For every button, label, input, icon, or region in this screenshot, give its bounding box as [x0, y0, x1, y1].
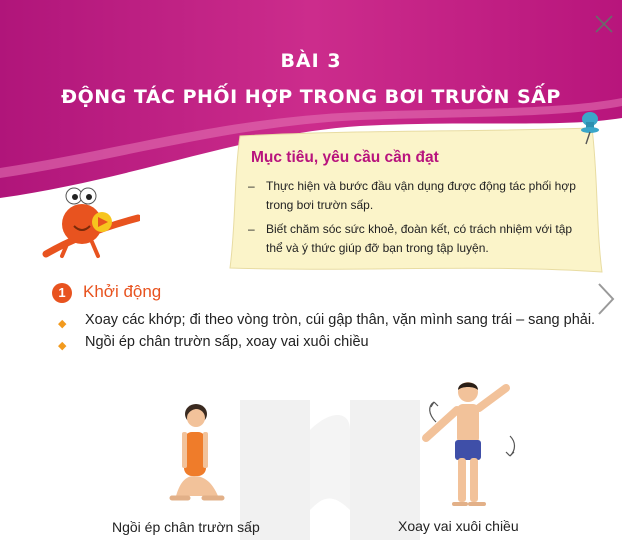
warmup-text: Ngồi ép chân trườn sấp, xoay vai xuôi chiều	[85, 334, 369, 350]
objectives-title: Mục tiêu, yêu cầu cần đạt	[251, 149, 439, 166]
warmup-item	[58, 310, 616, 330]
objectives-list	[248, 177, 590, 263]
warmup-item	[58, 332, 616, 352]
section-number-badge: 1	[52, 283, 72, 303]
objective-item	[248, 177, 590, 215]
lesson-title: ĐỘNG TÁC PHỐI HỢP TRONG BƠI TRƯỜN SẤP	[61, 86, 561, 108]
objective-item	[248, 220, 590, 258]
diamond-bullet-icon: ◆	[58, 340, 67, 352]
objective-text: Thực hiện và bước đầu vận dụng được động tác phối hợp trong bơi trườn sấp.	[266, 179, 576, 212]
girl-sitting-illustration	[160, 402, 230, 506]
objective-text: Biết chăm sóc sức khoẻ, đoàn kết, có trách nhiệm với tập thể và ý thức giúp đỡ bạn trong tập luyện.	[266, 222, 573, 255]
boy-shoulder-rotation-illustration	[414, 378, 524, 514]
section-title: Khởi động	[83, 282, 162, 301]
diamond-bullet-icon: ◆	[58, 318, 67, 330]
close-icon[interactable]	[592, 12, 616, 36]
lesson-number: BÀI 3	[280, 50, 342, 72]
warmup-text: Xoay các khớp; đi theo vòng tròn, cúi gập thân, vặn mình sang trái – sang phải.	[85, 312, 596, 328]
figure-caption: Ngồi ép chân trườn sấp	[112, 519, 260, 535]
figure-caption: Xoay vai xuôi chiều	[398, 518, 519, 534]
dash-marker: –	[248, 222, 255, 236]
warmup-list	[58, 310, 616, 354]
dash-marker: –	[248, 179, 255, 193]
mascot-icon	[40, 182, 140, 262]
pushpin-icon	[576, 110, 606, 146]
